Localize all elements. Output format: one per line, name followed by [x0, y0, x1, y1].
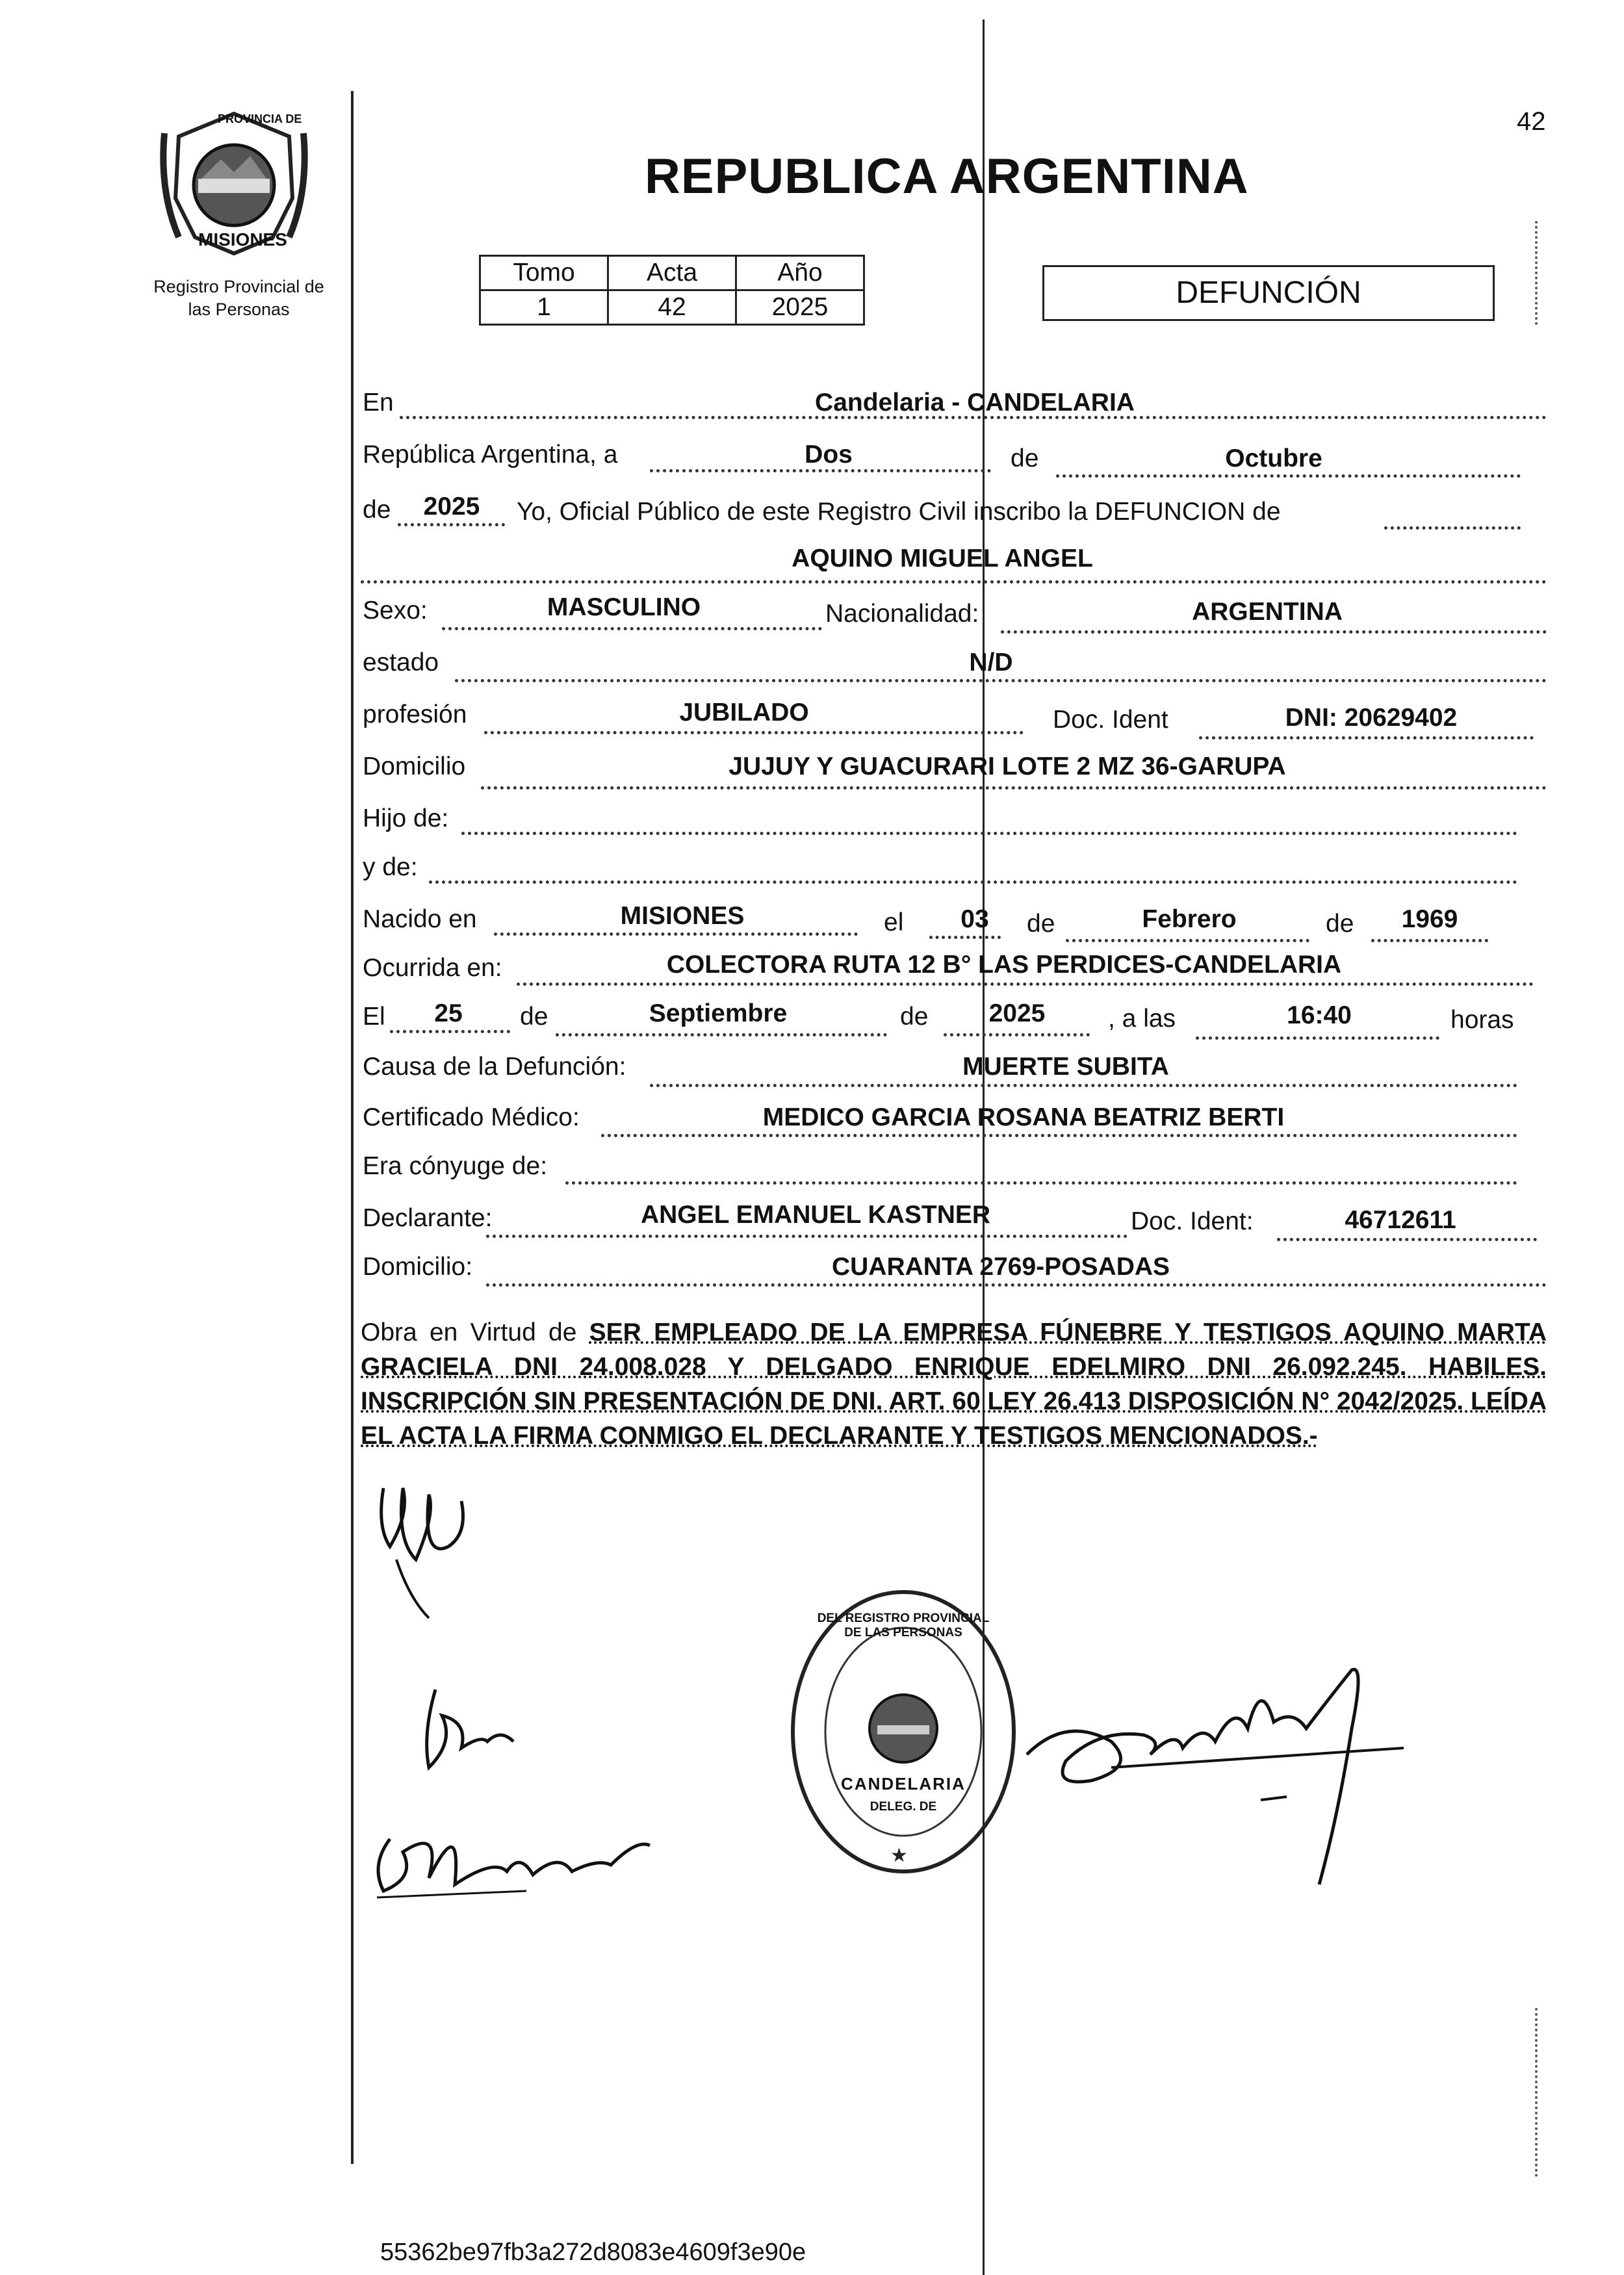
signature-witness-2 — [364, 1800, 663, 1914]
record-table — [479, 255, 865, 326]
document-title: REPUBLICA ARGENTINA — [645, 149, 1249, 204]
record-type-box: DEFUNCIÓN — [1042, 265, 1495, 321]
registry-line-2: las Personas — [188, 300, 290, 320]
birth-month-line — [1066, 939, 1309, 942]
birth-year-line — [1371, 939, 1488, 942]
death-day-value: 25 — [434, 999, 463, 1027]
signature-declarant — [370, 1475, 481, 1634]
address-line — [481, 786, 1547, 790]
death-month-value: Septiembre — [649, 999, 788, 1027]
declarant-doc-value: 46712611 — [1345, 1206, 1456, 1234]
emblem-top-text: PROVINCIA DE — [218, 112, 302, 125]
death-day-line — [390, 1030, 510, 1033]
yo-line — [1384, 526, 1521, 530]
label-de-month: de — [1011, 444, 1039, 472]
right-margin-dots — [1535, 2008, 1538, 2177]
year-line — [398, 523, 505, 526]
official-seal — [786, 1586, 1020, 1878]
month-line — [1056, 474, 1521, 478]
label-yo: Yo, Oficial Público de este Registro Civil inscribo la DEFUNCION de — [517, 498, 1281, 526]
label-de-year: de — [363, 496, 391, 524]
sex-line — [442, 627, 822, 630]
label-republica: República Argentina, a — [363, 441, 618, 469]
birth-place-line — [494, 932, 858, 936]
address-value: JUJUY Y GUACURARI LOTE 2 MZ 36-GARUPA — [728, 752, 1286, 780]
label-nacido-en: Nacido en — [363, 905, 477, 933]
label-certificado: Certificado Médico: — [363, 1103, 580, 1131]
place-value: Candelaria - CANDELARIA — [815, 389, 1135, 417]
death-place-value: COLECTORA RUTA 12 B° LAS PERDICES-CANDELARIA — [666, 951, 1342, 979]
label-el: el — [884, 908, 904, 936]
death-time-line — [1196, 1036, 1439, 1040]
seal-place-text: CANDELARIA — [841, 1774, 966, 1793]
ano-value: 2025 — [736, 290, 864, 325]
nationality-line — [1001, 630, 1547, 634]
seal-top-text: DEL REGISTRO PROVINCIAL DE LAS PERSONAS — [817, 1612, 990, 1639]
label-hijo-de: Hijo de: — [363, 804, 449, 832]
birth-year-value: 1969 — [1401, 905, 1458, 933]
civil-status-value: N/D — [969, 649, 1013, 676]
ano-header: Año — [736, 256, 864, 290]
birth-day-value: 03 — [960, 905, 989, 933]
province-emblem — [159, 107, 309, 257]
label-doc-ident: Doc. Ident — [1053, 706, 1168, 734]
status-line — [455, 679, 1547, 682]
certificate-value: MEDICO GARCIA ROSANA BEATRIZ BERTI — [762, 1103, 1285, 1131]
signature-witness-1 — [409, 1677, 520, 1790]
left-margin-line — [351, 91, 354, 2164]
death-place-line — [517, 983, 1534, 986]
label-ocurrida-en: Ocurrida en: — [363, 954, 502, 982]
birth-day-line — [929, 936, 1001, 939]
declarant-doc-line — [1277, 1238, 1537, 1241]
registry-name — [133, 276, 344, 321]
document-line — [1199, 736, 1534, 739]
death-year-value: 2025 — [988, 999, 1046, 1027]
right-margin-dots — [1535, 221, 1538, 325]
profession-value: JUBILADO — [679, 699, 809, 726]
death-month-line — [556, 1033, 887, 1036]
father-line — [461, 832, 1517, 835]
fold-line — [983, 19, 985, 2275]
label-horas: horas — [1450, 1006, 1514, 1034]
certificate-line — [601, 1134, 1517, 1137]
label-conyuge: Era cónyuge de: — [363, 1152, 548, 1180]
document-value: DNI: 20629402 — [1285, 704, 1458, 732]
tomo-header: Tomo — [480, 256, 608, 290]
label-doc-ident-declarant: Doc. Ident: — [1131, 1207, 1254, 1235]
day-value: Dos — [805, 441, 853, 469]
declarant-address-line — [486, 1283, 1547, 1287]
name-line — [361, 580, 1547, 584]
document-hash: 55362be97fb3a272d8083e4609f3e90e — [380, 2239, 806, 2266]
by-virtue-paragraph — [361, 1315, 1547, 1453]
label-de-death-month: de — [520, 1003, 548, 1031]
cause-line — [650, 1084, 1517, 1087]
spouse-line — [565, 1181, 1517, 1185]
declarant-value: ANGEL EMANUEL KASTNER — [640, 1201, 991, 1229]
page-number: 42 — [1517, 107, 1546, 136]
birth-month-value: Febrero — [1142, 905, 1237, 933]
label-y-de: y de: — [363, 853, 418, 881]
deceased-name: AQUINO MIGUEL ANGEL — [792, 545, 1093, 572]
label-declarante: Declarante: — [363, 1204, 493, 1232]
label-de-death-year: de — [900, 1003, 929, 1031]
signature-official — [1014, 1651, 1443, 1914]
emblem-bottom-text: MISIONES — [198, 229, 287, 250]
death-year-line — [944, 1033, 1090, 1036]
profession-line — [484, 731, 1024, 734]
seal-bottom-text: DELEG. DE — [870, 1800, 937, 1814]
tomo-value: 1 — [480, 290, 608, 325]
day-line — [650, 469, 991, 472]
by-virtue-value: SER EMPLEADO DE LA EMPRESA FÚNEBRE Y TESTIGOS AQUINO MARTA GRACIELA DNI 24.008.028 Y DELGADO ENRIQUE EDELMIRO DNI 26.092.245. HABILES. INSCRIPCIÓN SIN PRESENTACIÓN DE DNI. ART. 60 LEY 26.413 DISPOSICIÓN N° 2042/2025. LEÍDA EL ACTA LA FIRMA CONMIGO EL DECLARANTE Y TESTIGOS MENCIONADOS.- — [361, 1318, 1547, 1450]
label-el-cap: El — [363, 1003, 385, 1031]
acta-header: Acta — [608, 256, 736, 290]
label-profesion: profesión — [363, 700, 467, 728]
sex-value: MASCULINO — [547, 593, 701, 621]
label-de-birth-month: de — [1027, 910, 1055, 938]
label-de-birth-year: de — [1326, 910, 1354, 938]
birth-place-value: MISIONES — [620, 902, 745, 930]
label-obra: Obra en Virtud de — [361, 1318, 577, 1346]
year-value: 2025 — [423, 493, 480, 521]
declarant-line — [486, 1235, 1128, 1238]
label-estado: estado — [363, 649, 439, 676]
declarant-address-value: CUARANTA 2769-POSADAS — [831, 1253, 1170, 1281]
month-value: Octubre — [1225, 444, 1322, 472]
mother-line — [429, 880, 1517, 884]
nationality-value: ARGENTINA — [1192, 598, 1343, 626]
label-en: En — [363, 389, 394, 417]
label-causa: Causa de la Defunción: — [363, 1053, 626, 1081]
registry-line-1: Registro Provincial de — [153, 277, 324, 296]
label-a-las: , a las — [1108, 1005, 1176, 1033]
cause-value: MUERTE SUBITA — [962, 1053, 1169, 1081]
label-domicilio: Domicilio — [363, 752, 466, 780]
label-nacionalidad: Nacionalidad: — [825, 600, 979, 628]
label-sexo: Sexo: — [363, 597, 428, 624]
acta-value: 42 — [608, 290, 736, 325]
svg-text:★: ★ — [890, 1844, 908, 1867]
label-domicilio-declarant: Domicilio: — [363, 1253, 473, 1281]
death-time-value: 16:40 — [1287, 1001, 1352, 1029]
